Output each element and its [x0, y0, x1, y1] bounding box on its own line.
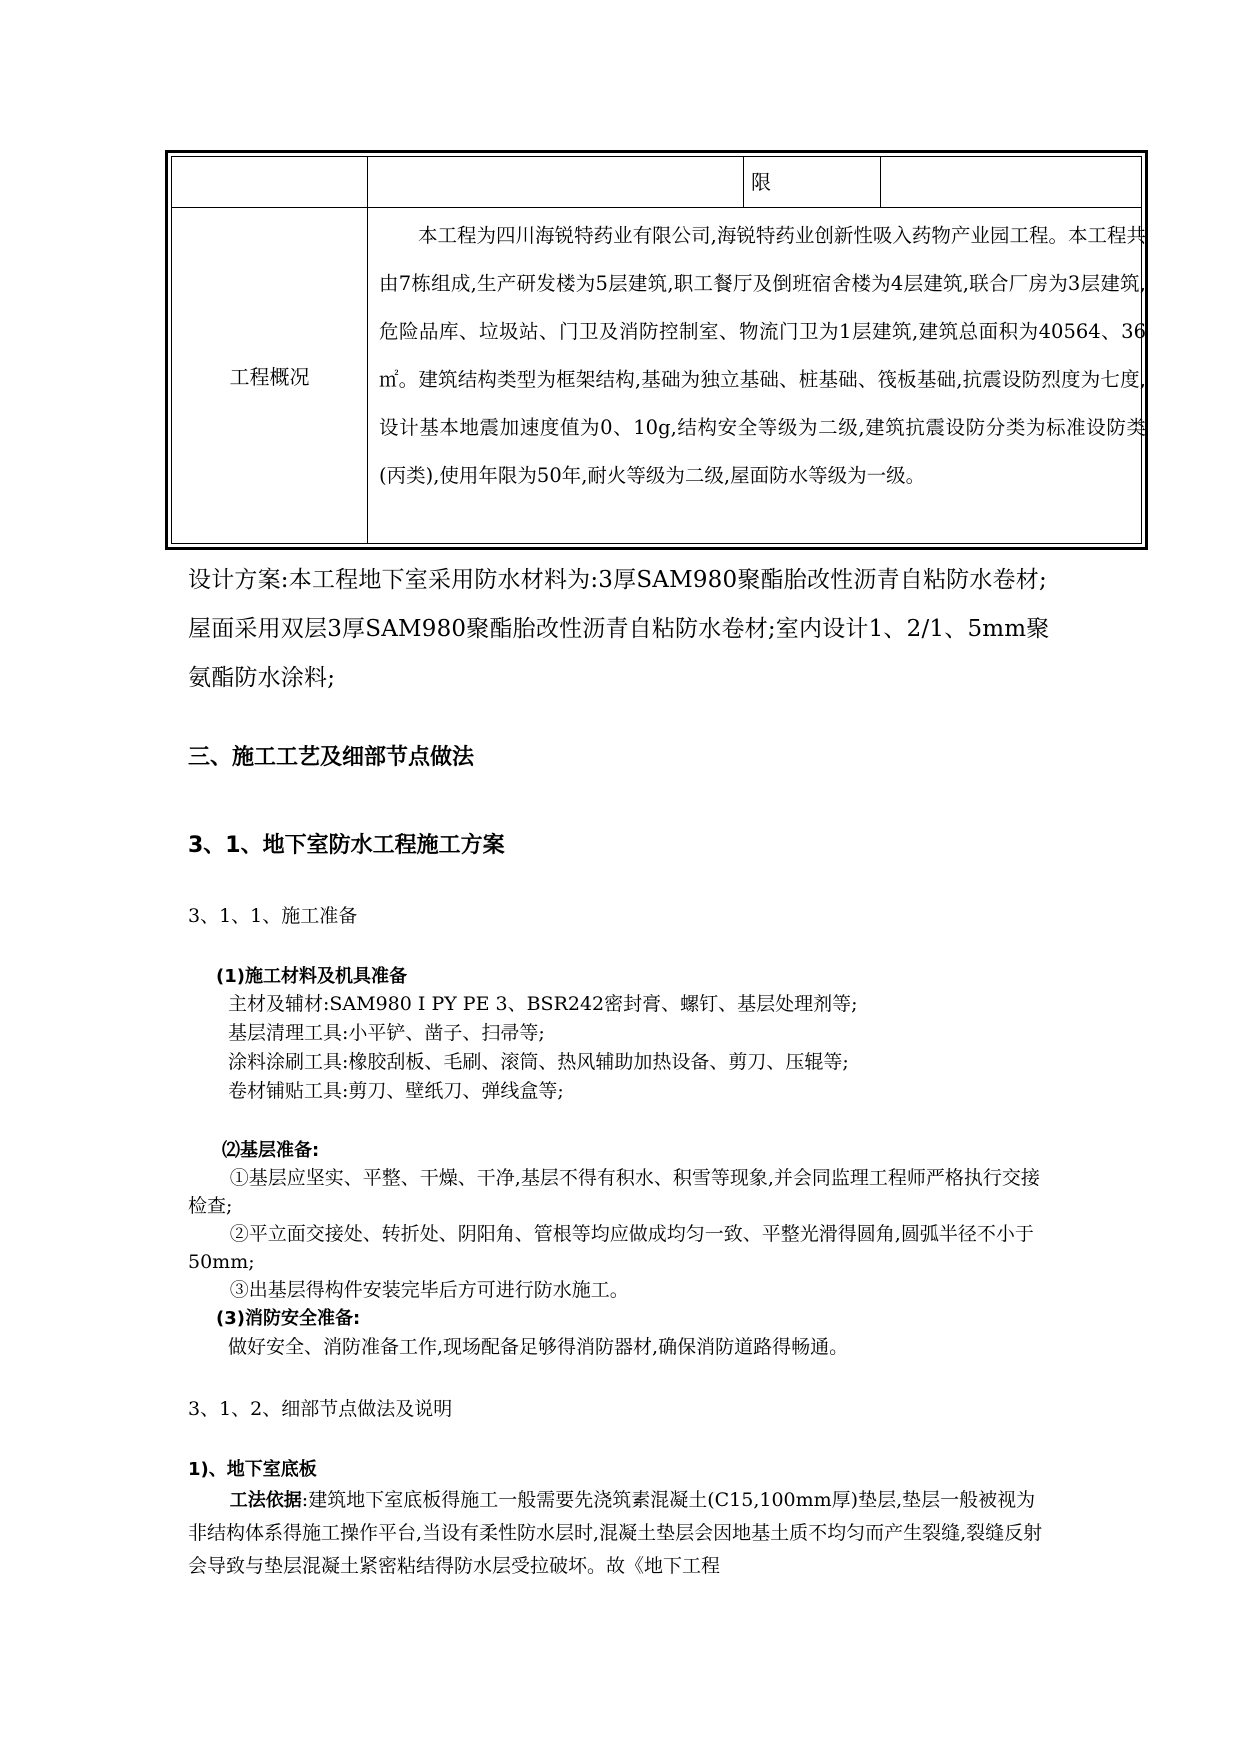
- list-item: 涂料涂刷工具:橡胶刮板、毛刷、滚筒、热风辅助加热设备、剪刀、压辊等;: [228, 1051, 849, 1073]
- prep2-title: ⑵基层准备:: [222, 1140, 320, 1161]
- list-item: ①基层应坚实、平整、干燥、干净,基层不得有积水、积雪等现象,并会同监理工程师严格执行交接检查;: [188, 1167, 1040, 1217]
- floor-basis-text: [188, 1484, 1044, 1583]
- project-info-table: [165, 150, 1148, 550]
- prep3-title: (3)消防安全准备:: [216, 1308, 361, 1329]
- list-item: ③出基层得构件安装完毕后方可进行防水施工。: [229, 1279, 629, 1301]
- list-item: 卷材铺贴工具:剪刀、壁纸刀、弹线盒等;: [228, 1080, 564, 1102]
- section-3-1-title: 3、1、地下室防水工程施工方案: [188, 833, 505, 858]
- table-cell-limit: 限: [751, 170, 771, 194]
- overview-content: 本工程为四川海锐特药业有限公司,海锐特药业创新性吸入药物产业园工程。本工程共由7栋组成,生产研发楼为5层建筑,职工餐厅及倒班宿舍楼为4层建筑,联合厂房为3层建筑,危险品库、垃圾站、门卫及消防控制室、物流门卫为1层建筑,建筑总面积为40564、36㎡。建筑结构类型为框架结构,基础为独立基础、桩基础、筏板基础,抗震设防烈度为七度,设计基本地震加速度值为0、10g,结构安全等级为二级,建筑抗震设防分类为标准设防类(丙类),使用年限为50年,耐火等级为二级,屋面防水等级为一级。: [379, 224, 1146, 487]
- table-divider: [367, 208, 368, 543]
- table-divider: [880, 157, 881, 207]
- list-item: ②平立面交接处、转折处、阴阳角、管根等均应做成均匀一致、平整光滑得圆角,圆弧半径不小于50mm;: [188, 1223, 1034, 1273]
- section-3-1-2-title: 3、1、2、细部节点做法及说明: [188, 1398, 453, 1420]
- table-row-header: [172, 157, 1141, 208]
- basis-body: :建筑地下室底板得施工一般需要先浇筑素混凝土(C15,100mm厚)垫层,垫层一般被视为非结构体系得施工操作平台,当设有柔性防水层时,混凝土垫层会因地基土质不均匀而产生裂缝,裂缝反射会导致与垫层混凝土紧密粘结得防水层受拉破坏。故《地下工程: [188, 1489, 1043, 1577]
- prep1-title: (1)施工材料及机具准备: [216, 966, 407, 987]
- table-divider: [367, 157, 368, 207]
- floor-basis-paragraph: [188, 1484, 1044, 1583]
- design-plan-paragraph: 设计方案:本工程地下室采用防水材料为:3厚SAM980聚酯胎改性沥青自粘防水卷材;屋面采用双层3厚SAM980聚酯胎改性沥青自粘防水卷材;室内设计1、2/1、5mm聚氨酯防水涂料;: [188, 567, 1050, 691]
- prep2-list: [188, 1164, 1044, 1304]
- table-row-overview: [172, 208, 1146, 543]
- section-3-1-1-title: 3、1、1、施工准备: [188, 905, 358, 927]
- overview-label: 工程概况: [229, 365, 310, 389]
- basis-label: 工法依据: [229, 1490, 302, 1511]
- section-3-title: 三、施工工艺及细部节点做法: [188, 745, 475, 770]
- list-item: 基层清理工具:小平铲、凿子、扫帚等;: [228, 1022, 545, 1044]
- prep1-list: [228, 990, 1068, 1106]
- floor-title: 1)、地下室底板: [188, 1459, 317, 1480]
- prep3-text: 做好安全、消防准备工作,现场配备足够得消防器材,确保消防道路得畅通。: [228, 1336, 849, 1358]
- table-inner-border: [171, 156, 1146, 544]
- list-item: 主材及辅材:SAM980 I PY PE 3、BSR242密封膏、螺钉、基层处理剂等;: [228, 993, 858, 1015]
